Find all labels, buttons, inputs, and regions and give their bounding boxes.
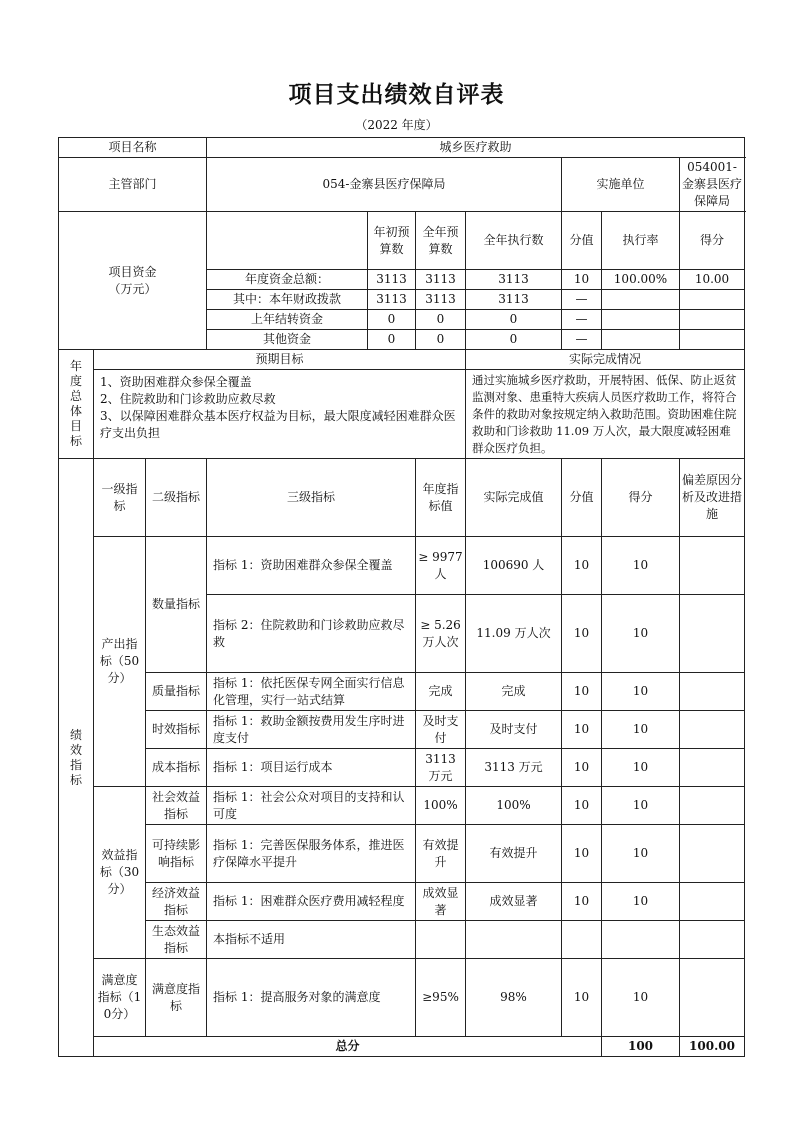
- indicator-deviation: [680, 673, 745, 711]
- indicator-target: ≥ 5.26 万人次: [416, 595, 466, 673]
- indicator-text: 指标 1：社会公众对项目的支持和认可度: [207, 787, 416, 825]
- funds-row-name: 上年结转资金: [207, 310, 368, 330]
- funds-row-score: [680, 290, 745, 310]
- indicator-score: 10: [602, 595, 680, 673]
- indicator-text: 指标 1：项目运行成本: [207, 749, 416, 787]
- indicator-row: [59, 825, 745, 883]
- goals-actual-header: 实际完成情况: [466, 350, 745, 370]
- output-label: 产出指标（50分）: [94, 537, 146, 787]
- ecological-label: 生态效益指标: [146, 921, 207, 959]
- header-level1: 一级指标: [94, 459, 146, 537]
- indicator-target: 及时支付: [416, 711, 466, 749]
- indicator-actual: 有效提升: [466, 825, 562, 883]
- indicator-actual: 98%: [466, 959, 562, 1037]
- project-name-row: [59, 138, 745, 158]
- header-actual: 实际完成值: [466, 459, 562, 537]
- funds-row-name: 其中：本年财政拨款: [207, 290, 368, 310]
- indicator-deviation: [680, 749, 745, 787]
- indicator-score-value: [562, 921, 602, 959]
- indicator-deviation: [680, 711, 745, 749]
- indicator-score-value: 10: [562, 673, 602, 711]
- total-score: 100.00: [680, 1037, 745, 1057]
- indicator-deviation: [680, 959, 745, 1037]
- header-target: 年度指标值: [416, 459, 466, 537]
- funds-row-annual: 3113: [416, 290, 466, 310]
- indicator-row: [59, 673, 745, 711]
- indicator-target: 成效显著: [416, 883, 466, 921]
- funds-row-score-value: —: [562, 310, 602, 330]
- indicator-row: [59, 921, 745, 959]
- indicator-actual: 完成: [466, 673, 562, 711]
- satisfaction-sub-label: 满意度指标: [146, 959, 207, 1037]
- quality-label: 质量指标: [146, 673, 207, 711]
- indicators-section-label: 绩效指标: [70, 727, 83, 787]
- economic-label: 经济效益指标: [146, 883, 207, 921]
- header-level2: 二级指标: [146, 459, 207, 537]
- project-name-value: 城乡医疗救助: [207, 138, 745, 158]
- unit-label: 实施单位: [562, 158, 680, 212]
- funds-header-blank: [207, 212, 368, 270]
- indicator-target: 有效提升: [416, 825, 466, 883]
- indicator-actual: 3113 万元: [466, 749, 562, 787]
- funds-header-executed: 全年执行数: [466, 212, 562, 270]
- funds-row-annual: 0: [416, 310, 466, 330]
- funds-header-score: 得分: [680, 212, 745, 270]
- indicator-text: 指标 1：救助金额按费用发生序时进度支付: [207, 711, 416, 749]
- funds-row-name: 其他资金: [207, 330, 368, 350]
- indicator-actual: 11.09 万人次: [466, 595, 562, 673]
- indicator-score: 10: [602, 673, 680, 711]
- indicator-row: [59, 787, 745, 825]
- funds-header-score-value: 分值: [562, 212, 602, 270]
- indicator-text: 本指标不适用: [207, 921, 416, 959]
- funds-header-rate: 执行率: [602, 212, 680, 270]
- funds-row-annual: 3113: [416, 270, 466, 290]
- indicator-target: ≥95%: [416, 959, 466, 1037]
- sustainable-label: 可持续影响指标: [146, 825, 207, 883]
- funds-row-score: 10.00: [680, 270, 745, 290]
- indicator-score: 10: [602, 749, 680, 787]
- indicator-target: ≥ 9977 人: [416, 537, 466, 595]
- indicator-deviation: [680, 595, 745, 673]
- total-score-value: 100: [602, 1037, 680, 1057]
- indicator-score: 10: [602, 883, 680, 921]
- indicators-section-cell: [59, 459, 94, 1057]
- indicator-row: [59, 883, 745, 921]
- indicator-row: [59, 959, 745, 1037]
- funds-header-initial: 年初预算数: [368, 212, 416, 270]
- indicator-actual: 100%: [466, 787, 562, 825]
- indicator-score: 10: [602, 825, 680, 883]
- funds-row-initial: 0: [368, 310, 416, 330]
- indicator-text: 指标 1：提高服务对象的满意度: [207, 959, 416, 1037]
- funds-row-rate: [602, 330, 680, 350]
- funds-row-rate: 100.00%: [602, 270, 680, 290]
- indicator-text: 指标 1：资助困难群众参保全覆盖: [207, 537, 416, 595]
- funds-header-row: [59, 212, 745, 270]
- indicator-score-value: 10: [562, 537, 602, 595]
- social-label: 社会效益指标: [146, 787, 207, 825]
- indicator-actual: 成效显著: [466, 883, 562, 921]
- unit-value: 054001-金寨县医疗保障局: [680, 158, 745, 212]
- indicator-deviation: [680, 883, 745, 921]
- funds-row-score: [680, 330, 745, 350]
- funds-row-rate: [602, 310, 680, 330]
- indicator-text: 指标 2：住院救助和门诊救助应救尽救: [207, 595, 416, 673]
- dept-label: 主管部门: [59, 158, 207, 212]
- total-row: [59, 1037, 745, 1057]
- indicator-deviation: [680, 787, 745, 825]
- indicator-score-value: 10: [562, 959, 602, 1037]
- indicator-deviation: [680, 537, 745, 595]
- indicator-deviation: [680, 921, 745, 959]
- indicator-score-value: 10: [562, 711, 602, 749]
- indicator-score-value: 10: [562, 749, 602, 787]
- funds-row-initial: 3113: [368, 270, 416, 290]
- indicator-text: 指标 1：困难群众医疗费用减轻程度: [207, 883, 416, 921]
- indicator-score: 10: [602, 787, 680, 825]
- indicator-actual: 及时支付: [466, 711, 562, 749]
- project-name-label: 项目名称: [59, 138, 207, 158]
- indicator-target: 100%: [416, 787, 466, 825]
- funds-row-executed: 3113: [466, 290, 562, 310]
- total-label: 总分: [94, 1037, 602, 1057]
- satisfaction-label: 满意度指标（10分）: [94, 959, 146, 1037]
- indicator-deviation: [680, 825, 745, 883]
- goals-content-row: [59, 370, 745, 459]
- goals-label: 年度总体目标: [70, 359, 83, 448]
- header-score-value: 分值: [562, 459, 602, 537]
- goals-expected-header: 预期目标: [94, 350, 466, 370]
- report-year: （2022 年度）: [355, 118, 438, 132]
- goals-actual-text: 通过实施城乡医疗救助，开展特困、低保、防止返贫监测对象、患重特大疾病人员医疗救助工作，将符合条件的救助对象按规定纳入救助范围。资助困难住院救助和门诊救助 11.09 万人次，最大限度减轻困难群众医疗负担。: [466, 370, 745, 459]
- funds-row-score-value: —: [562, 330, 602, 350]
- indicator-target: [416, 921, 466, 959]
- indicator-actual: [466, 921, 562, 959]
- funds-row-name: 年度资金总额：: [207, 270, 368, 290]
- cost-label: 成本指标: [146, 749, 207, 787]
- funds-row-annual: 0: [416, 330, 466, 350]
- funds-row-score-value: —: [562, 290, 602, 310]
- benefit-label: 效益指标（30分）: [94, 787, 146, 959]
- indicator-score-value: 10: [562, 825, 602, 883]
- header-score: 得分: [602, 459, 680, 537]
- header-level3: 三级指标: [207, 459, 416, 537]
- dept-value: 054-金寨县医疗保障局: [207, 158, 562, 212]
- goals-header-row: [59, 350, 745, 370]
- indicator-score: 10: [602, 537, 680, 595]
- indicator-row: [59, 749, 745, 787]
- indicator-text: 指标 1：完善医保服务体系，推进医疗保障水平提升: [207, 825, 416, 883]
- funds-row-executed: 0: [466, 310, 562, 330]
- funds-row-initial: 3113: [368, 290, 416, 310]
- indicator-score-value: 10: [562, 883, 602, 921]
- indicator-score-value: 10: [562, 787, 602, 825]
- funds-row-rate: [602, 290, 680, 310]
- self-evaluation-table: [58, 137, 745, 1057]
- funds-row-executed: 3113: [466, 270, 562, 290]
- header-deviation: 偏差原因分析及改进措施: [680, 459, 745, 537]
- goals-label-cell: [59, 350, 94, 459]
- page-title: 项目支出绩效自评表: [288, 82, 505, 108]
- indicator-target: 完成: [416, 673, 466, 711]
- indicator-score: 10: [602, 959, 680, 1037]
- indicator-score-value: 10: [562, 595, 602, 673]
- indicator-row: [59, 711, 745, 749]
- indicator-score: 10: [602, 711, 680, 749]
- indicators-header-row: [59, 459, 745, 537]
- funds-label: 项目资金 （万元）: [59, 212, 207, 350]
- indicator-text: 指标 1：依托医保专网全面实行信息化管理，实行一站式结算: [207, 673, 416, 711]
- quantity-label: 数量指标: [146, 537, 207, 673]
- dept-row: [59, 158, 745, 212]
- timeliness-label: 时效指标: [146, 711, 207, 749]
- indicator-score: [602, 921, 680, 959]
- indicator-row: [59, 537, 745, 595]
- goals-expected-text: 1、资助困难群众参保全覆盖 2、住院救助和门诊救助应救尽救 3、以保障困难群众基本医疗权益为目标，最大限度减轻困难群众医疗支出负担: [94, 370, 466, 459]
- funds-row-executed: 0: [466, 330, 562, 350]
- funds-row-initial: 0: [368, 330, 416, 350]
- funds-header-annual: 全年预算数: [416, 212, 466, 270]
- indicator-actual: 100690 人: [466, 537, 562, 595]
- funds-row-score: [680, 310, 745, 330]
- funds-row-score-value: 10: [562, 270, 602, 290]
- indicator-target: 3113 万元: [416, 749, 466, 787]
